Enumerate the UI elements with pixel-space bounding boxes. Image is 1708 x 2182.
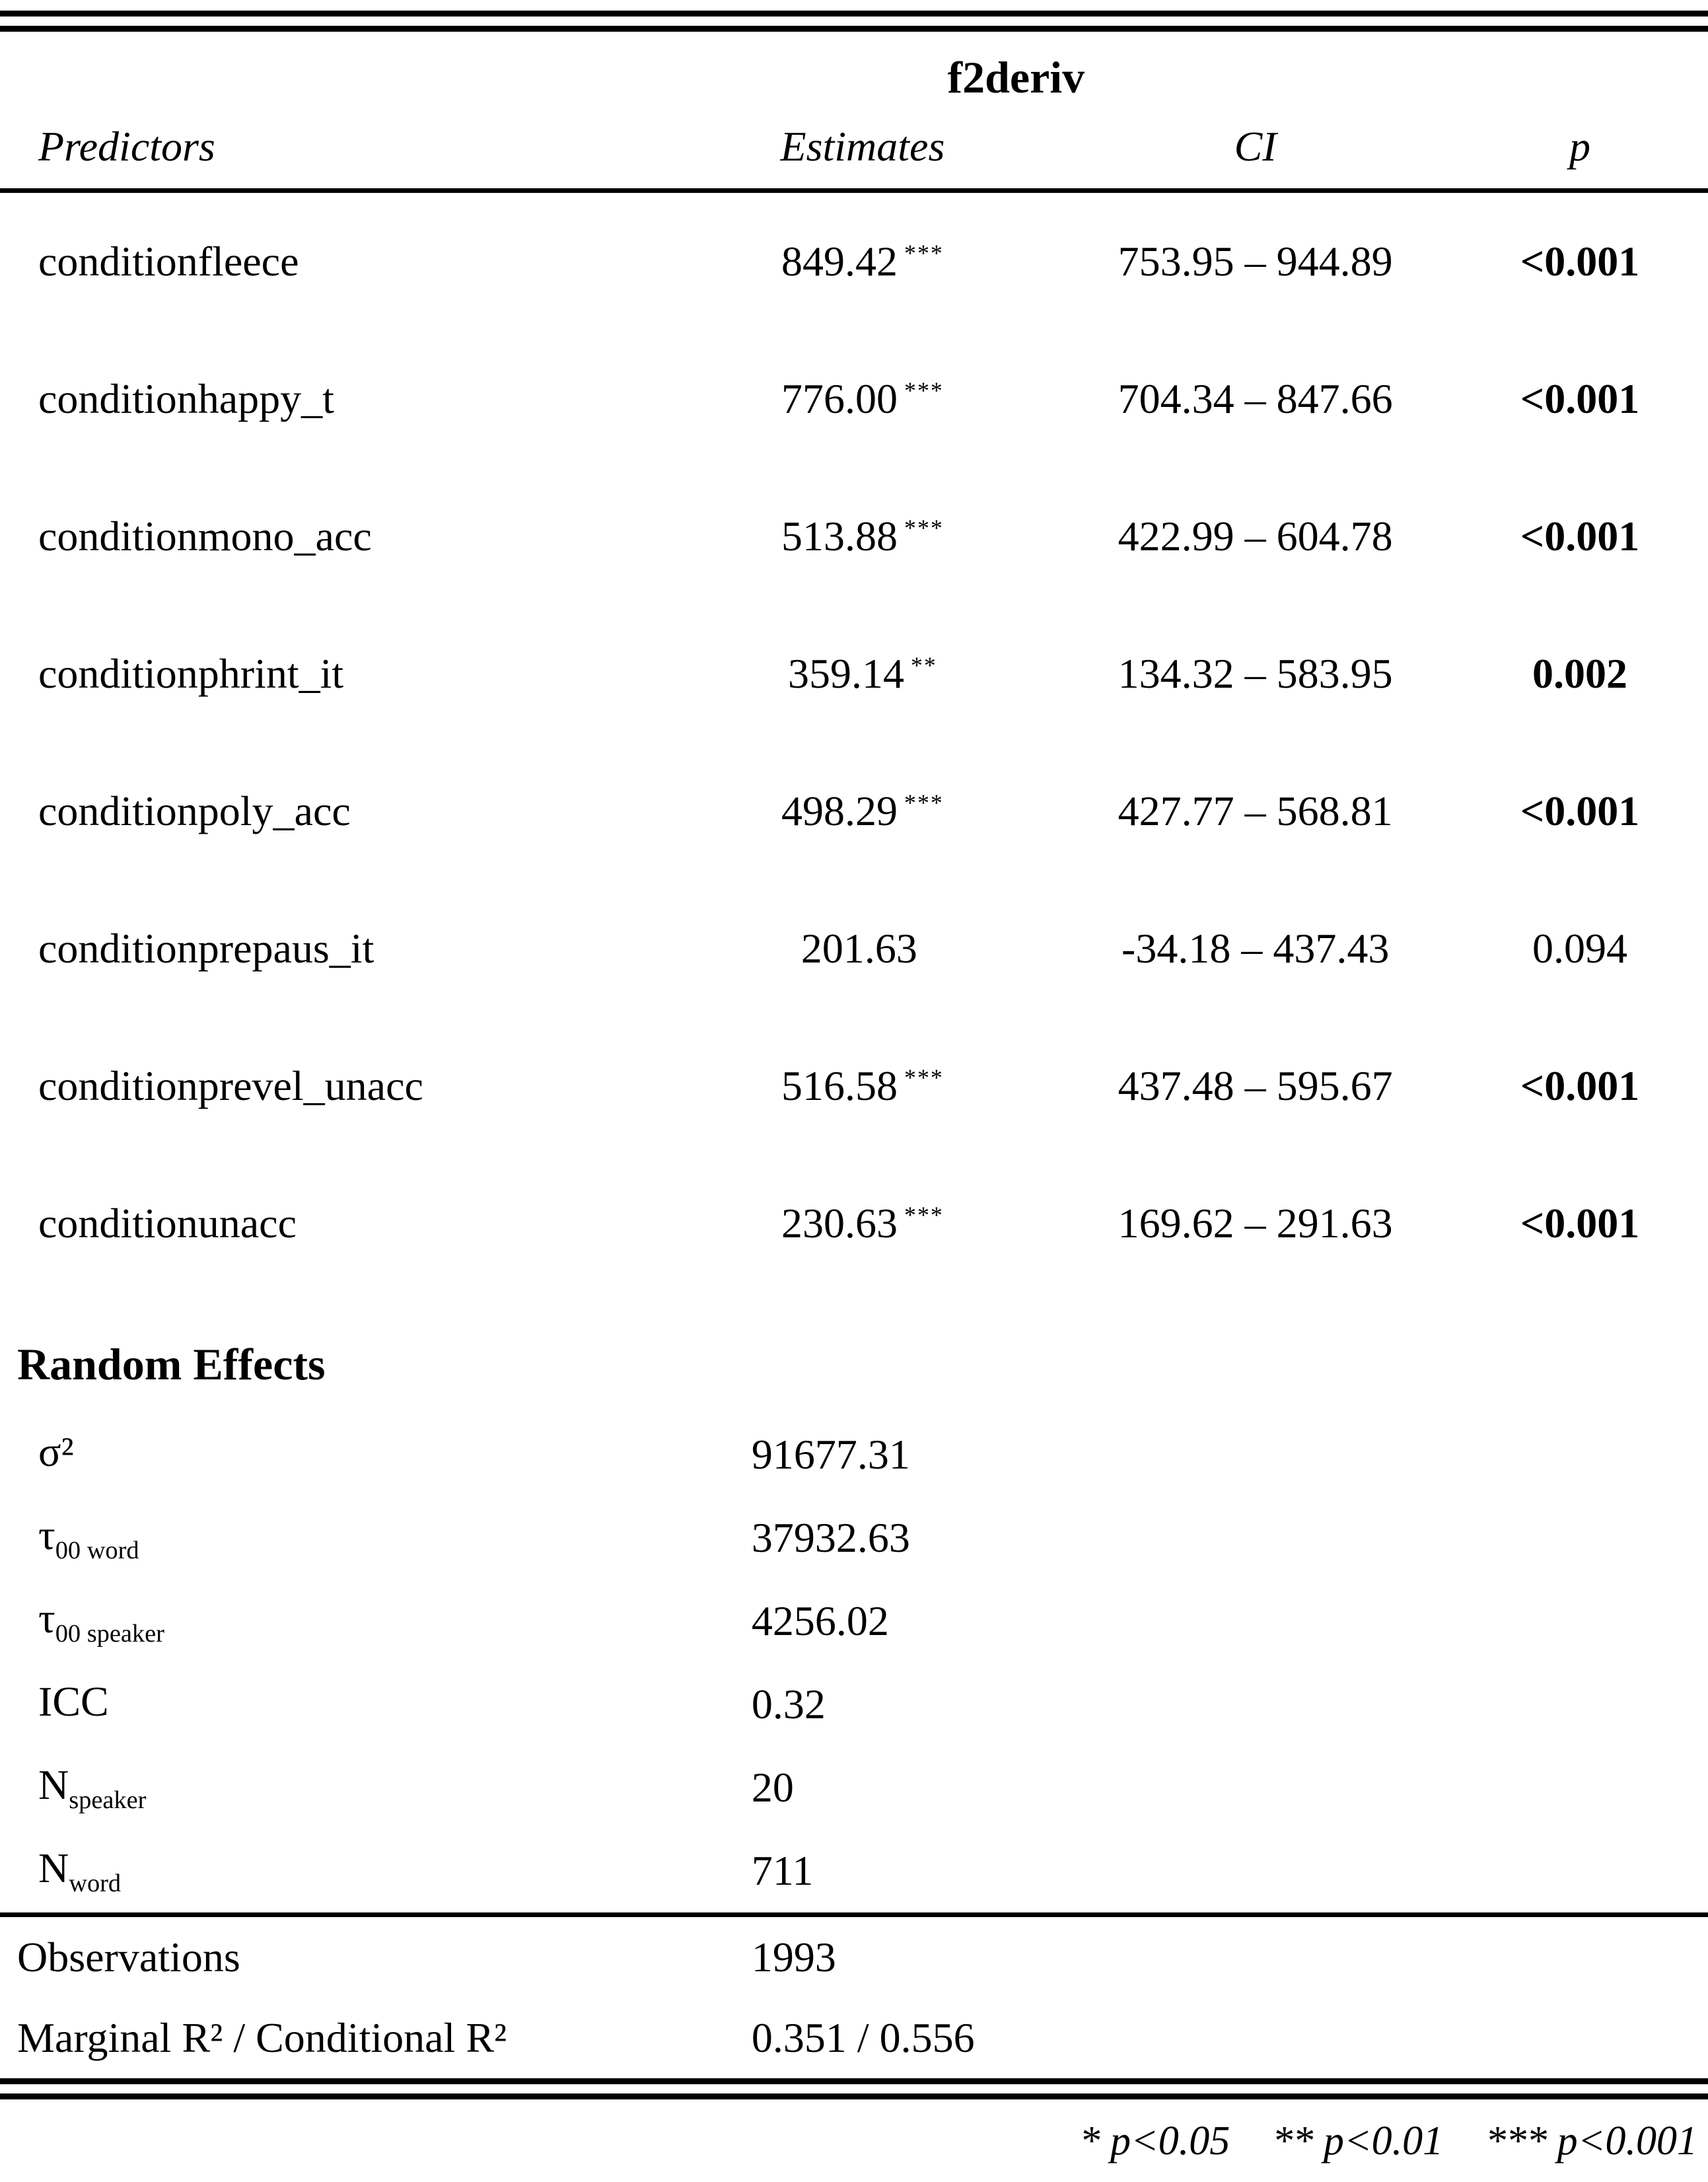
p-cell bbox=[1452, 649, 1708, 698]
random-effect-value: 91677.31 bbox=[751, 1431, 910, 1478]
random-effect-symbol: N bbox=[38, 1844, 69, 1892]
significance-stars: ** bbox=[911, 651, 937, 678]
random-effect-value: 4256.02 bbox=[751, 1597, 889, 1644]
summary-row bbox=[0, 1917, 1708, 1998]
estimate-value: 201.63 bbox=[801, 925, 917, 972]
column-header-p: p bbox=[1569, 123, 1590, 170]
predictor-cell: conditionpoly_acc bbox=[38, 787, 351, 834]
predictor-cell: conditionmono_acc bbox=[38, 513, 372, 560]
random-effect-label bbox=[0, 1844, 752, 1898]
predictor-cell: conditionprevel_unacc bbox=[38, 1062, 423, 1109]
ci-cell: -34.18 – 437.43 bbox=[1121, 925, 1390, 972]
random-effects-heading: Random Effects bbox=[17, 1339, 326, 1389]
random-effect-row bbox=[0, 1663, 1708, 1746]
ci-cell: 437.48 – 595.67 bbox=[1118, 1062, 1393, 1109]
estimate-cell bbox=[666, 787, 1059, 836]
predictor-cell: conditionhappy_t bbox=[38, 375, 334, 422]
predictor-cell: conditionprepaus_it bbox=[38, 925, 374, 972]
predictor-cell: conditionunacc bbox=[38, 1200, 297, 1247]
random-effect-symbol: ICC bbox=[38, 1678, 109, 1726]
table-row bbox=[0, 880, 1708, 1017]
estimate-cell bbox=[666, 375, 1059, 423]
ci-cell: 422.99 – 604.78 bbox=[1118, 513, 1393, 560]
estimate-cell bbox=[666, 1199, 1059, 1248]
random-effect-symbol: σ² bbox=[38, 1428, 74, 1476]
header-rule bbox=[0, 188, 1708, 193]
column-header-ci: CI bbox=[1234, 123, 1277, 170]
table-row bbox=[0, 468, 1708, 605]
random-effect-row bbox=[0, 1580, 1708, 1663]
p-value: <0.001 bbox=[1520, 513, 1640, 560]
column-header-row bbox=[0, 112, 1708, 188]
p-cell bbox=[1452, 787, 1708, 836]
p-value: <0.001 bbox=[1520, 238, 1640, 285]
ci-cell: 169.62 – 291.63 bbox=[1118, 1200, 1393, 1247]
summary-rule bbox=[0, 1912, 1708, 1917]
significance-stars: *** bbox=[904, 789, 944, 816]
significance-note-p01: ** p<0.01 bbox=[1272, 2119, 1444, 2164]
table-row bbox=[0, 330, 1708, 468]
random-effect-symbol: τ bbox=[38, 1595, 55, 1642]
estimate-value: 359.14 bbox=[788, 650, 904, 697]
random-effect-subscript: word bbox=[69, 1869, 122, 1897]
significance-note-p05: * p<0.05 bbox=[1079, 2119, 1230, 2164]
table-row bbox=[0, 193, 1708, 330]
p-value: <0.001 bbox=[1520, 787, 1640, 834]
p-value: <0.001 bbox=[1520, 1062, 1640, 1109]
p-cell bbox=[1452, 512, 1708, 561]
bottom-double-rule bbox=[0, 2078, 1708, 2099]
column-header-estimates: Estimates bbox=[780, 123, 945, 170]
significance-stars: *** bbox=[904, 377, 944, 404]
dependent-variable-row bbox=[0, 32, 1708, 112]
random-effect-value: 0.32 bbox=[751, 1681, 826, 1727]
random-effect-row bbox=[0, 1746, 1708, 1829]
estimate-cell bbox=[666, 924, 1059, 973]
random-effect-label bbox=[0, 1761, 752, 1815]
p-value: <0.001 bbox=[1520, 1200, 1640, 1247]
p-value: <0.001 bbox=[1520, 375, 1640, 422]
p-value: 0.094 bbox=[1532, 925, 1627, 972]
predictor-cell: conditionfleece bbox=[38, 238, 299, 285]
random-effect-subscript: 00 word bbox=[55, 1536, 139, 1564]
random-effect-row bbox=[0, 1496, 1708, 1580]
p-cell bbox=[1452, 924, 1708, 973]
estimate-value: 776.00 bbox=[781, 375, 898, 422]
random-effect-label bbox=[0, 1511, 752, 1565]
significance-stars: *** bbox=[904, 1201, 944, 1228]
table-row bbox=[0, 1155, 1708, 1292]
estimate-value: 230.63 bbox=[781, 1200, 898, 1247]
random-effect-symbol: τ bbox=[38, 1511, 55, 1559]
summary-value: 1993 bbox=[751, 1934, 836, 1981]
random-effect-subscript: speaker bbox=[69, 1786, 147, 1814]
random-effect-label bbox=[0, 1428, 752, 1482]
estimate-value: 516.58 bbox=[781, 1062, 898, 1109]
estimate-cell bbox=[666, 649, 1059, 698]
random-effect-value: 711 bbox=[751, 1847, 814, 1894]
summary-row bbox=[0, 1998, 1708, 2078]
estimate-value: 498.29 bbox=[781, 787, 898, 834]
significance-stars: *** bbox=[904, 239, 944, 266]
top-double-rule bbox=[0, 11, 1708, 32]
column-header-predictors: Predictors bbox=[38, 123, 215, 170]
ci-cell: 704.34 – 847.66 bbox=[1118, 375, 1393, 422]
table-row bbox=[0, 1017, 1708, 1155]
p-cell bbox=[1452, 375, 1708, 423]
regression-table bbox=[0, 11, 1708, 2178]
p-cell bbox=[1452, 1062, 1708, 1110]
estimate-cell bbox=[666, 512, 1059, 561]
random-effect-value: 20 bbox=[751, 1764, 794, 1811]
significance-stars: *** bbox=[904, 1064, 944, 1091]
random-effect-subscript: 00 speaker bbox=[55, 1619, 164, 1648]
ci-cell: 427.77 – 568.81 bbox=[1118, 787, 1393, 834]
p-cell bbox=[1452, 1199, 1708, 1248]
estimate-cell bbox=[666, 1062, 1059, 1110]
random-effect-label bbox=[0, 1594, 752, 1648]
random-effect-row bbox=[0, 1829, 1708, 1912]
p-value: 0.002 bbox=[1532, 650, 1627, 697]
dependent-variable-header: f2deriv bbox=[947, 52, 1085, 102]
random-effect-symbol: N bbox=[38, 1761, 69, 1809]
table-row bbox=[0, 743, 1708, 880]
significance-note-p001: *** p<0.001 bbox=[1485, 2119, 1697, 2164]
summary-value: 0.351 / 0.556 bbox=[751, 2014, 975, 2061]
random-effect-row bbox=[0, 1413, 1708, 1496]
random-effect-label bbox=[0, 1677, 752, 1731]
summary-label: Marginal R² / Conditional R² bbox=[17, 2014, 507, 2061]
p-cell bbox=[1452, 237, 1708, 286]
summary-label: Observations bbox=[17, 1934, 240, 1981]
estimate-value: 849.42 bbox=[781, 238, 898, 285]
ci-cell: 134.32 – 583.95 bbox=[1118, 650, 1393, 697]
predictor-cell: conditionphrint_it bbox=[38, 650, 344, 697]
significance-note bbox=[0, 2099, 1708, 2178]
significance-stars: *** bbox=[904, 514, 944, 541]
estimate-cell bbox=[666, 237, 1059, 286]
estimate-value: 513.88 bbox=[781, 513, 898, 560]
table-row bbox=[0, 605, 1708, 743]
random-effect-value: 37932.63 bbox=[751, 1514, 910, 1561]
ci-cell: 753.95 – 944.89 bbox=[1118, 238, 1393, 285]
